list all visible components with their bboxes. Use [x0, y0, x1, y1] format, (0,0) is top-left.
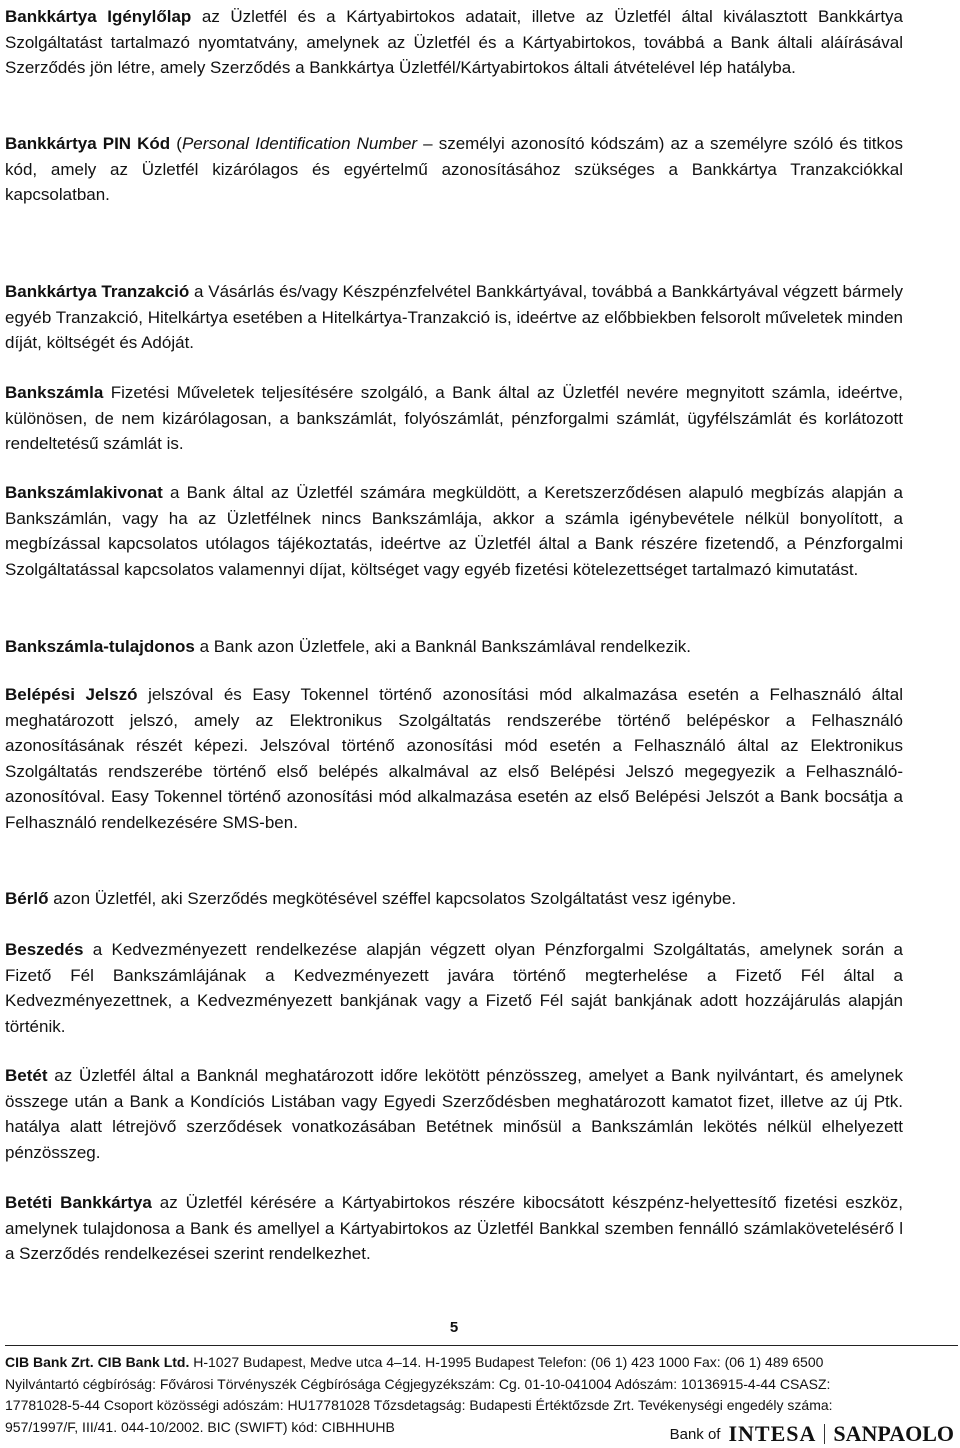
term: Bankszámla: [5, 383, 104, 402]
term: Bankszámla-tulajdonos: [5, 637, 195, 656]
definition-bankszamla-tulajdonos: [5, 634, 903, 660]
definition-text: a Bank által az Üzletfél számára megküldött, a Keretszerződésen alapuló megbízás alapján a Bankszámlán, vagy ha az Üzletfélnek nincs Bankszámlája, akkor a számla igénybevétele nélkül bonyolított, a megbízással kapcsolatos utólagos tájékoztatás, ideértve az Üzletfél által a Bank részére fizetendő, a Pénzforgalmi Szolgáltatással kapcsolatos valamennyi díjat, költséget vagy egyéb fizetési kötelezettséget tartalmazó kimutatást.: [5, 483, 903, 579]
definition-bankkartya-igenylolap: [5, 4, 903, 81]
definition-bankkartya-pin-kod: [5, 131, 903, 208]
definition-italic: Personal Identification Number: [181, 134, 418, 153]
definition-text: jelszóval és Easy Tokennel történő azonosítási mód alkalmazása esetén a Felhasználó által meghatározott jelszó, amely az Elektronikus Szolgáltatás rendszerébe történő belépéskor a Felhasználó azonosításának részét képezi. Jelszóval történő azonosítási mód esetén a Felhasználó által az Elektronikus Szolgáltatás rendszerébe történő első belépés alkalmával az első Belépési Jelszó megegyezik a Felhasználó-azonosítóval. Easy Tokennel történő azonosítási mód alkalmazása esetén az első Belépési Jelszót a Bank bocsátja a Felhasználó rendelkezésére SMS-ben.: [5, 685, 903, 832]
term: Belépési Jelszó: [5, 685, 138, 704]
term: Bérlő: [5, 889, 49, 908]
definition-text: az Üzletfél által a Banknál meghatározott időre lekötött pénzösszeg, amelyet a Bank nyilvántart, és amelynek összege után a Bank a Kondíciós Listában vagy Egyedi Szerződésben meghatározott kamatot fizet, illetve az új Ptk. hatálya alatt létrejövő szerződések vonatkozásában Betétnek minősül a Bankszámlán lekötés nélkül elhelyezett pénzösszeg.: [5, 1066, 903, 1162]
term: Bankkártya Tranzakció: [5, 282, 190, 301]
logo-sanpaolo: SANPAOLO: [833, 1421, 954, 1446]
footer-company-name: CIB Bank Zrt. CIB Bank Ltd.: [5, 1354, 190, 1370]
definition-beteti-bankkartya: [5, 1190, 903, 1267]
footer-line-3: 17781028-5-44 Csoport közösségi adószám: HU17781028 Tőzsdetagság: Budapesti Értéktőzsde Zrt. Tevékenységi engedély száma:: [5, 1397, 833, 1413]
definition-text: az Üzletfél és a Kártyabirtokos adatait, illetve az Üzletfél által kiválasztott Bankkártya Szolgáltatást tartalmazó nyomtatvány, amelynek az Üzletfél és a Kártyabirtokos, továbbá a Bank általi aláírásával Szerződés jön létre, amely Szerződés a Bankkártya Üzletfél/Kártyabirtokos általi átvételével lép hatályba.: [5, 7, 903, 78]
logo-bank-of: Bank of: [669, 1425, 721, 1443]
definition-text-pre: (: [170, 134, 182, 153]
footer-line-2: Nyilvántartó cégbíróság: Fővárosi Törvényszék Cégbírósága Cégjegyzékszám: Cg. 01-10-041004 Adószám: 10136915-4-44 CSASZ:: [5, 1375, 831, 1392]
definition-text: a Bank azon Üzletfele, aki a Banknál Bankszámlával rendelkezik.: [194, 637, 691, 656]
definition-belepesi-jelszo: [5, 682, 903, 836]
footer-line-1: [5, 1352, 960, 1374]
term: Betét: [5, 1066, 48, 1085]
page-number: 5: [449, 1319, 459, 1336]
definition-text: Fizetési Műveletek teljesítésére szolgáló, a Bank által az Üzletfél nevére megnyitott számla, ideértve, különösen, de nem kizárólagosan, a bankszámlát, folyószámlát, pénzforgalmi számlát, ügyfélszámlát és korlátozott rendeltetésű számlát is.: [5, 383, 903, 454]
logo-intesa: INTESA: [728, 1421, 817, 1446]
term: Beszedés: [5, 940, 84, 959]
term: Bankkártya Igénylőlap: [5, 7, 192, 26]
definition-berlo: [5, 886, 903, 912]
term: Bankszámlakivonat: [5, 483, 163, 502]
definition-text: – személyi azonosító kódszám) az a személyre szóló és titkos kód, amely az Üzletfél kizárólagos és egyértelmű azonosításához szükséges a Bankkártya Tranzakciókkal kapcsolatban.: [5, 134, 903, 205]
logo-separator: [824, 1424, 825, 1444]
footer-line-4: 957/1997/F, III/41. 044-10/2002. BIC (SWIFT) kód: CIBHHUHB: [5, 1418, 395, 1435]
intesa-sanpaolo-logo: [662, 1422, 954, 1446]
term: Bankkártya PIN Kód: [5, 134, 171, 153]
definition-beszedes: [5, 937, 903, 1039]
footer-divider: [5, 1345, 958, 1346]
definition-text: a Kedvezményezett rendelkezése alapján végzett olyan Pénzforgalmi Szolgáltatás, amelynek során a Fizető Fél Bankszámlájának a Kedvezményezett javára történő megterhelése a Fizető Fél által a Kedvezményezettnek, a Kedvezményezett bankjának vagy a Fizető Fél saját bankjának adott hozzájárulás alapján történik.: [5, 940, 903, 1036]
definition-text: a Vásárlás és/vagy Készpénzfelvétel Bankkártyával, továbbá a Bankkártyával végzett bármely egyéb Tranzakció, Hitelkártya esetében a Hitelkártya-Tranzakció is, ideértve az előbbiekben felsorolt műveletek minden díját, költségét és Adóját.: [5, 282, 903, 353]
definition-betet: [5, 1063, 903, 1165]
definition-bankszamla: [5, 380, 903, 457]
footer-address: H-1027 Budapest, Medve utca 4–14. H-1995 Budapest Telefon: (06 1) 423 1000 Fax: (06 1) 489 6500: [189, 1354, 824, 1370]
definition-text: az Üzletfél kérésére a Kártyabirtokos részére kibocsátott készpénz-helyettesítő fizetési eszköz, amelynek tulajdonosa a Bank és amellyel a Kártyabirtokos az Üzletfél Bankkal szemben fennálló számlakövetelésérő l a Szerződés rendelkezései szerint rendelkezhet.: [5, 1193, 903, 1264]
definition-bankkartya-tranzakcio: [5, 279, 903, 356]
definition-bankszamlakivonat: [5, 480, 903, 582]
term: Betéti Bankkártya: [5, 1193, 152, 1212]
definition-text: azon Üzletfél, aki Szerződés megkötésével széffel kapcsolatos Szolgáltatást vesz igénybe.: [48, 889, 737, 908]
